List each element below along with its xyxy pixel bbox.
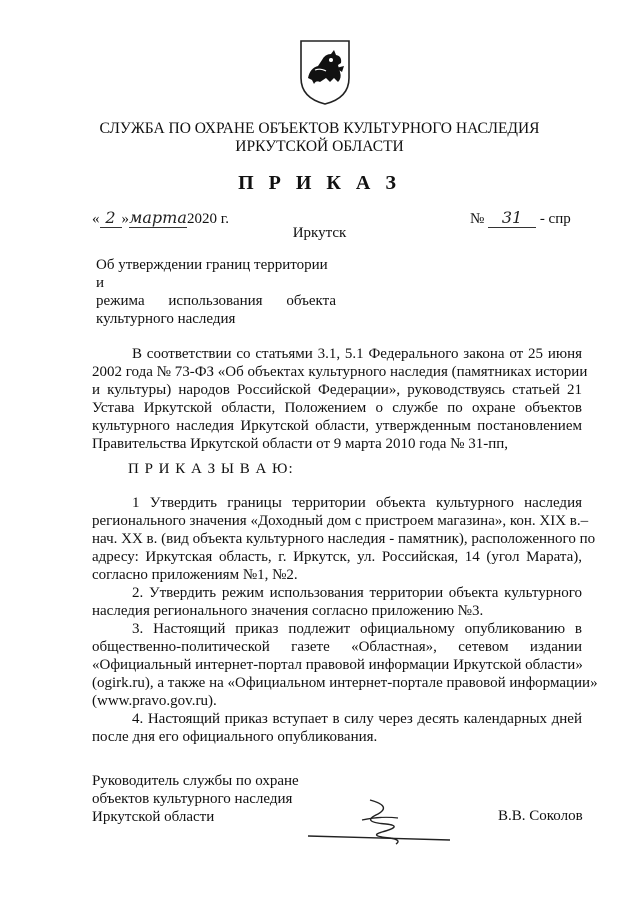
preamble-line: культурного наследия Иркутской области, утвержденным постановлением (92, 418, 582, 434)
signatory-position (92, 772, 299, 826)
org-name-line1: СЛУЖБА ПО ОХРАНЕ ОБЪЕКТОВ КУЛЬТУРНОГО НАСЛЕДИЯ (99, 120, 540, 137)
date-year: 2020 г. (187, 211, 229, 227)
item-line: после дня его официального опубликования. (92, 729, 378, 745)
item-line: адресу: Иркутская область, г. Иркутск, ул. Российская, 14 (угол Марата), (92, 549, 582, 565)
item-line: наследия регионального значения согласно приложению №3. (92, 603, 484, 619)
item-line: 3. Настоящий приказ подлежит официальному опубликованию в (132, 621, 582, 637)
item-line: нач. XX в. (вид объекта культурного наследия - памятник), расположенного по (92, 531, 596, 547)
coat-of-arms-icon (298, 38, 352, 106)
position-line3: Иркутской области (92, 809, 215, 825)
preamble-line: В соответствии со статьями 3.1, 5.1 Федерального закона от 25 июня (132, 346, 582, 362)
item-line: 2. Утвердить режим использования территории объекта культурного (132, 585, 582, 601)
preamble-line: и культуры) народов Российской Федерации», руководствуясь статьей 21 (92, 382, 582, 398)
handwritten-signature-icon (300, 792, 460, 850)
subject-line1: Об утверждении границ территории и (96, 257, 328, 291)
document-title: П Р И К А З (238, 172, 401, 194)
subject-line2: режима использования объекта (96, 293, 336, 309)
position-line2: объектов культурного наследия (92, 791, 293, 807)
number-value: 31 (488, 208, 536, 228)
date-open-quote: « (92, 211, 100, 227)
preamble-line: 2002 года № 73-ФЗ «Об объектах культурного наследия (памятниках истории (92, 364, 588, 380)
item-line: 4. Настоящий приказ вступает в силу через десять календарных дней (132, 711, 582, 727)
date-day: 2 (100, 208, 122, 228)
city: Иркутск (292, 225, 347, 241)
item-line: регионального значения «Доходный дом с пристроем магазина», кон. XIX в.– (92, 513, 589, 529)
position-line1: Руководитель службы по охране (92, 773, 299, 789)
preamble-line: Правительства Иркутской области от 9 марта 2010 года № 31-пп, (92, 436, 508, 452)
item-line: (ogirk.ru), а также на «Официальном интернет-портале правовой информации» (92, 675, 598, 691)
item-line: 1 Утвердить границы территории объекта культурного наследия (132, 495, 582, 511)
preamble-line: Устава Иркутской области, Положением о службе по охране объектов (92, 400, 582, 416)
item-line: (www.pravo.gov.ru). (92, 693, 217, 709)
order-word: П Р И К А З Ы В А Ю: (128, 461, 294, 477)
subject (96, 256, 336, 328)
item-line: общественно-политической газете «Областная», сетевом издании (92, 639, 582, 655)
number-suffix: - спр (539, 211, 571, 227)
item-line: «Официальный интернет-портал правовой информации Иркутской области» (92, 657, 583, 673)
date-close-quote: » (121, 211, 129, 227)
number-prefix: № (470, 211, 485, 227)
subject-line3: культурного наследия (96, 311, 236, 327)
item-line: согласно приложениям №1, №2. (92, 567, 298, 583)
org-name-line2: ИРКУТСКОЙ ОБЛАСТИ (235, 138, 404, 155)
signatory-name: В.В. Соколов (498, 808, 583, 824)
date-month: марта (129, 208, 187, 227)
